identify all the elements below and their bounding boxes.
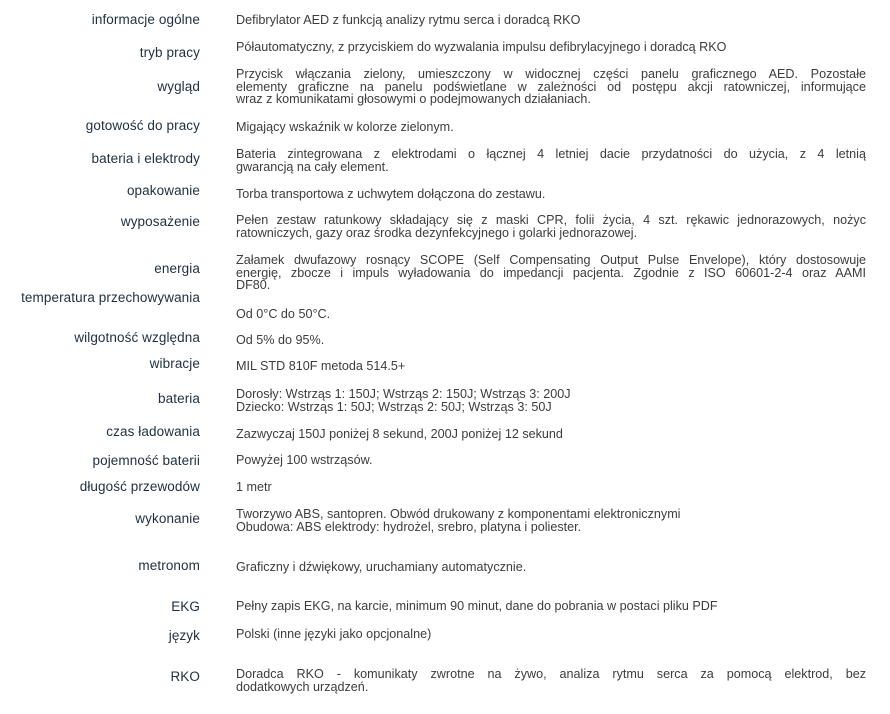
spec-value bbox=[236, 561, 866, 574]
spec-value-line: Pełen zestaw ratunkowy składający się z maski CPR, folii życia, 4 szt. rękawic jednorazowych, nożyc bbox=[236, 213, 866, 227]
spec-value-line: Torba transportowa z uchwytem dołączona do zestawu. bbox=[236, 187, 546, 201]
spec-value bbox=[236, 41, 866, 54]
spec-value-line: Zazwyczaj 150J poniżej 8 sekund, 200J poniżej 12 sekund bbox=[236, 427, 563, 441]
spec-value-line: Polski (inne języki jako opcjonalne) bbox=[236, 627, 432, 641]
spec-label: tryb pracy bbox=[139, 45, 200, 60]
spec-label: metronom bbox=[138, 558, 200, 573]
spec-value-line: Obudowa: ABS elektrody: hydrożel, srebro, platyna i poliester. bbox=[236, 519, 582, 534]
spec-value bbox=[236, 148, 866, 173]
spec-value-line: Powyżej 100 wstrząsów. bbox=[236, 453, 373, 467]
spec-label: bateria bbox=[158, 391, 200, 406]
spec-value-line: Tworzywo ABS, santopren. Obwód drukowany z komponentami elektronicznymi bbox=[236, 507, 681, 521]
spec-label: czas ładowania bbox=[106, 424, 200, 439]
spec-label: pojemność baterii bbox=[92, 453, 200, 468]
spec-value-line: Półautomatyczny, z przyciskiem do wyzwalania impulsu defibrylacyjnego i doradcą RKO bbox=[236, 40, 727, 54]
spec-value bbox=[236, 454, 866, 467]
spec-value bbox=[236, 600, 866, 613]
spec-label: długość przewodów bbox=[79, 479, 200, 494]
spec-value-line: Migający wskaźnik w kolorze zielonym. bbox=[236, 120, 454, 134]
spec-value-line: wraz z komunikatami głosowymi o podejmowanych działaniach. bbox=[236, 92, 591, 107]
spec-value bbox=[236, 628, 866, 641]
spec-value bbox=[236, 428, 866, 441]
spec-value bbox=[236, 481, 866, 494]
spec-label: wygląd bbox=[157, 79, 200, 94]
spec-label: EKG bbox=[171, 599, 200, 614]
spec-value-line: Graficzny i dźwiękowy, uruchamiany automatycznie. bbox=[236, 560, 527, 574]
spec-value bbox=[236, 334, 866, 347]
spec-value-line: MIL STD 810F metoda 514.5+ bbox=[236, 359, 406, 373]
spec-value-line: elementy graficzne na panelu podświetlane w zależności od postępu akcji ratowniczej, informujące bbox=[236, 79, 866, 94]
spec-label: język bbox=[168, 628, 200, 643]
spec-value bbox=[236, 360, 866, 373]
spec-label: bateria i elektrody bbox=[91, 151, 200, 166]
spec-label: wibracje bbox=[149, 356, 200, 371]
spec-value-line: Pełny zapis EKG, na karcie, minimum 90 minut, dane do pobrania w postaci pliku PDF bbox=[236, 599, 718, 613]
spec-value-line: Doradca RKO - komunikaty zwrotne na żywo, analiza rytmu serca za pomocą elektrod, bez bbox=[236, 667, 866, 681]
spec-value bbox=[236, 668, 866, 693]
spec-value-line: Dziecko: Wstrząs 1: 50J; Wstrząs 2: 50J; Wstrząs 3: 50J bbox=[236, 399, 552, 414]
spec-label: wilgotność względna bbox=[74, 330, 200, 345]
spec-value-line: Od 5% do 95%. bbox=[236, 333, 325, 347]
spec-value bbox=[236, 254, 866, 292]
spec-value-line: Załamek dwufazowy rosnący SCOPE (Self Compensating Output Pulse Envelope), który dostosowuje bbox=[236, 253, 866, 267]
spec-value-line: DF80. bbox=[236, 278, 271, 293]
spec-value bbox=[236, 508, 866, 533]
spec-label: wykonanie bbox=[135, 511, 200, 526]
spec-value bbox=[236, 121, 866, 134]
spec-value-line: ratowniczych, gazy oraz środka dezynfekcyjnego i golarki jednorazowej. bbox=[236, 225, 638, 240]
spec-value bbox=[236, 68, 866, 106]
spec-value bbox=[236, 188, 866, 201]
spec-value bbox=[236, 14, 866, 27]
spec-value-line: Od 0°C do 50°C. bbox=[236, 307, 331, 321]
spec-label: temperatura przechowywania bbox=[21, 290, 200, 305]
spec-value-line: energię, zbocze i impuls wyładowania do impedancji pacjenta. Zgodnie z ISO 60601-2-4 oraz AAMI bbox=[236, 265, 866, 280]
spec-value bbox=[236, 308, 866, 321]
spec-value-line: Bateria zintegrowana z elektrodami o łącznej 4 letniej dacie przydatności do użycia, z 4 letnią bbox=[236, 147, 866, 161]
spec-value-line: dodatkowych urządzeń. bbox=[236, 679, 369, 694]
spec-value bbox=[236, 214, 866, 239]
spec-label: informacje ogólne bbox=[91, 12, 200, 27]
spec-label: gotowość do pracy bbox=[85, 118, 200, 133]
spec-value-line: Dorosły: Wstrząs 1: 150J; Wstrząs 2: 150J; Wstrząs 3: 200J bbox=[236, 387, 571, 401]
spec-value-line: gwarancją na cały element. bbox=[236, 159, 389, 174]
spec-value-line: Przycisk włączania zielony, umieszczony w widocznej części panelu graficznego AED. Pozostałe bbox=[236, 67, 866, 81]
spec-value bbox=[236, 388, 866, 413]
spec-label: wyposażenie bbox=[120, 214, 200, 229]
spec-value-line: 1 metr bbox=[236, 480, 272, 494]
spec-value-line: Defibrylator AED z funkcją analizy rytmu serca i doradcą RKO bbox=[236, 13, 581, 27]
spec-label: opakowanie bbox=[126, 183, 200, 198]
spec-label: RKO bbox=[170, 669, 200, 684]
spec-label: energia bbox=[154, 261, 200, 276]
